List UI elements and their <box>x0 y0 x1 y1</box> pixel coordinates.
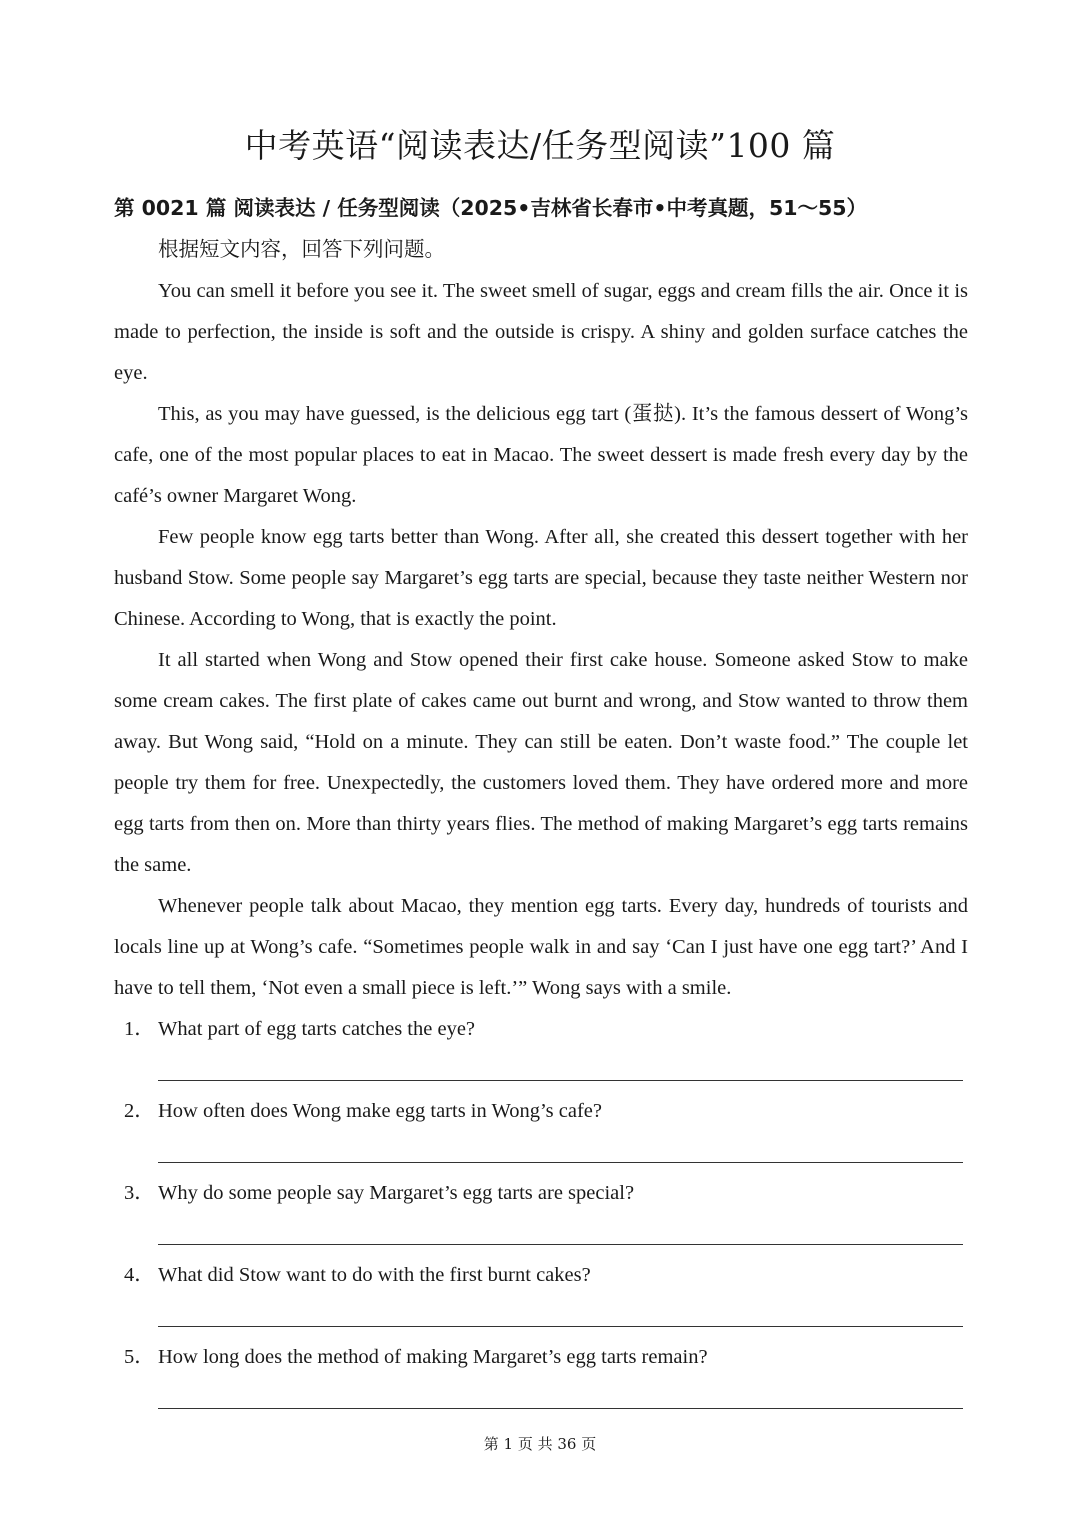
page-footer: 第 1 页 共 36 页 <box>483 1435 597 1453</box>
passage-heading: 第 0021 篇 阅读表达 / 任务型阅读（2025•吉林省长春市•中考真题，51～55） <box>114 196 868 220</box>
question-text <box>124 1009 475 1050</box>
question-item <box>0 1337 1080 1419</box>
question-list <box>0 1009 1080 1419</box>
question-prompt: What part of egg tarts catches the eye? <box>158 1018 476 1040</box>
document-title: 中考英语“阅读表达/任务型阅读”100 篇 <box>244 126 836 165</box>
question-prompt: What did Stow want to do with the first burnt cakes? <box>158 1264 591 1286</box>
question-item <box>0 1255 1080 1337</box>
question-prompt: How often does Wong make egg tarts in Wong’s cafe? <box>158 1100 602 1122</box>
answer-line[interactable] <box>158 1326 963 1327</box>
answer-line[interactable] <box>158 1408 963 1409</box>
question-text <box>124 1255 591 1296</box>
paragraph: It all started when Wong and Stow opened their first cake house. Someone asked Stow to make some cream cakes. The first plate of cakes came out burnt and wrong, and Stow wanted to throw them away. But Wong said, “Hold on a minute. They can still be eaten. Don’t waste food.” The couple let people try them for free. Unexpectedly, the customers loved them. They have ordered more and more egg tarts from then on. More than thirty years flies. The method of making Margaret’s egg tarts remains the same. <box>114 649 968 876</box>
paragraph: This, as you may have guessed, is the delicious egg tart (蛋挞). It’s the famous dessert of Wong’s cafe, one of the most popular places to eat in Macao. The sweet dessert is made fresh every day by the café’s owner Margaret Wong. <box>114 403 968 507</box>
reading-passage <box>114 271 968 1009</box>
question-text <box>124 1173 634 1214</box>
answer-line[interactable] <box>158 1244 963 1245</box>
question-number: 5． <box>124 1346 155 1368</box>
question-number: 1． <box>124 1018 155 1040</box>
instruction-text: 根据短文内容，回答下列问题。 <box>158 237 445 261</box>
paragraph: Few people know egg tarts better than Wong. After all, she created this dessert together with her husband Stow. Some people say Margaret’s egg tarts are special, because they taste neither Western nor Chinese. According to Wong, that is exactly the point. <box>114 526 968 630</box>
question-text <box>124 1337 708 1378</box>
answer-line[interactable] <box>158 1162 963 1163</box>
question-prompt: Why do some people say Margaret’s egg tarts are special? <box>158 1182 635 1204</box>
answer-line[interactable] <box>158 1080 963 1081</box>
question-item <box>0 1173 1080 1255</box>
paragraph: You can smell it before you see it. The sweet smell of sugar, eggs and cream fills the air. Once it is made to perfection, the inside is soft and the outside is crispy. A shiny and golden surface catches the eye. <box>114 280 968 384</box>
question-prompt: How long does the method of making Margaret’s egg tarts remain? <box>158 1346 708 1368</box>
question-item <box>0 1091 1080 1173</box>
question-text <box>124 1091 602 1132</box>
question-number: 2． <box>124 1100 155 1122</box>
question-number: 4． <box>124 1264 155 1286</box>
paragraph: Whenever people talk about Macao, they mention egg tarts. Every day, hundreds of tourists and locals line up at Wong’s cafe. “Sometimes people walk in and say ‘Can I just have one egg tart?’ And I have to tell them, ‘Not even a small piece is left.’” Wong says with a smile. <box>114 895 968 999</box>
question-item <box>0 1009 1080 1091</box>
question-number: 3． <box>124 1182 155 1204</box>
